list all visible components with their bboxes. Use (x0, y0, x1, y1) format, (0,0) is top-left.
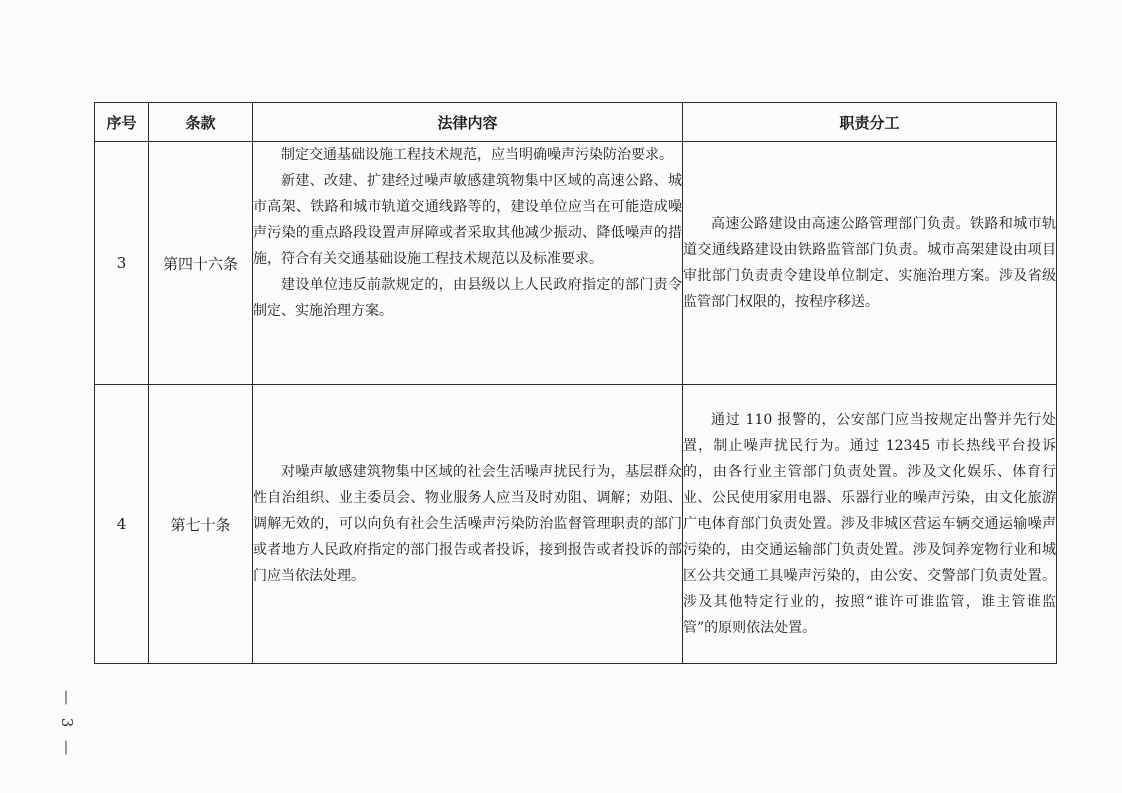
row-content (253, 142, 683, 385)
table-row (95, 385, 1057, 664)
row-duty (683, 142, 1057, 385)
row-seq: 4 (95, 385, 149, 664)
row-duty (683, 385, 1057, 664)
header-content: 法律内容 (253, 103, 683, 142)
row-clause: 第七十条 (149, 385, 253, 664)
table-header-row (95, 103, 1057, 142)
row-seq: 3 (95, 142, 149, 385)
table-row (95, 142, 1057, 385)
content-paragraph: 对噪声敏感建筑物集中区域的社会生活噪声扰民行为，基层群众性自治组织、业主委员会、物业服务人应当及时劝阻、调解；劝阻、调解无效的，可以向负有社会生活噪声污染防治监督管理职责的部门或者地方人民政府指定的部门报告或者投诉，接到报告或者投诉的部门应当依法处理。 (253, 464, 682, 584)
content-paragraph: 建设单位违反前款规定的，由县级以上人民政府指定的部门责令制定、实施治理方案。 (253, 277, 682, 319)
duty-paragraph: 高速公路建设由高速公路管理部门负责。铁路和城市轨道交通线路建设由铁路监管部门负责。城市高架建设由项目审批部门负责责令建设单位制定、实施治理方案。涉及省级监管部门权限的，按程序移送。 (683, 216, 1056, 310)
regulation-table (94, 102, 1057, 664)
duty-paragraph: 通过 110 报警的，公安部门应当按规定出警并先行处置，制止噪声扰民行为。通过 12345 市长热线平台投诉的，由各行业主管部门负责处置。涉及文化娱乐、体育行业、公民使用家用电器、乐器行业的噪声污染，由文化旅游广电体育部门负责处置。涉及非城区营运车辆交通运输噪声污染的，由交通运输部门负责处置。涉及饲养宠物行业和城区公共交通工具噪声污染的，由公安、交警部门负责处置。涉及其他特定行业的，按照“谁许可谁监管，谁主管谁监管”的原则依法处置。 (683, 412, 1056, 636)
row-content (253, 385, 683, 664)
content-paragraph: 制定交通基础设施工程技术规范，应当明确噪声污染防治要求。 (281, 147, 673, 163)
content-paragraph: 新建、改建、扩建经过噪声敏感建筑物集中区域的高速公路、城市高架、铁路和城市轨道交通线路等的，建设单位应当在可能造成噪声污染的重点路段设置声屏障或者采取其他减少振动、降低噪声的措施，符合有关交通基础设施工程技术规范以及标准要求。 (253, 173, 682, 267)
header-duty: 职责分工 (683, 103, 1057, 142)
row-clause: 第四十六条 (149, 142, 253, 385)
page-number: — 3 — (58, 690, 76, 760)
header-clause: 条款 (149, 103, 253, 142)
header-seq: 序号 (95, 103, 149, 142)
